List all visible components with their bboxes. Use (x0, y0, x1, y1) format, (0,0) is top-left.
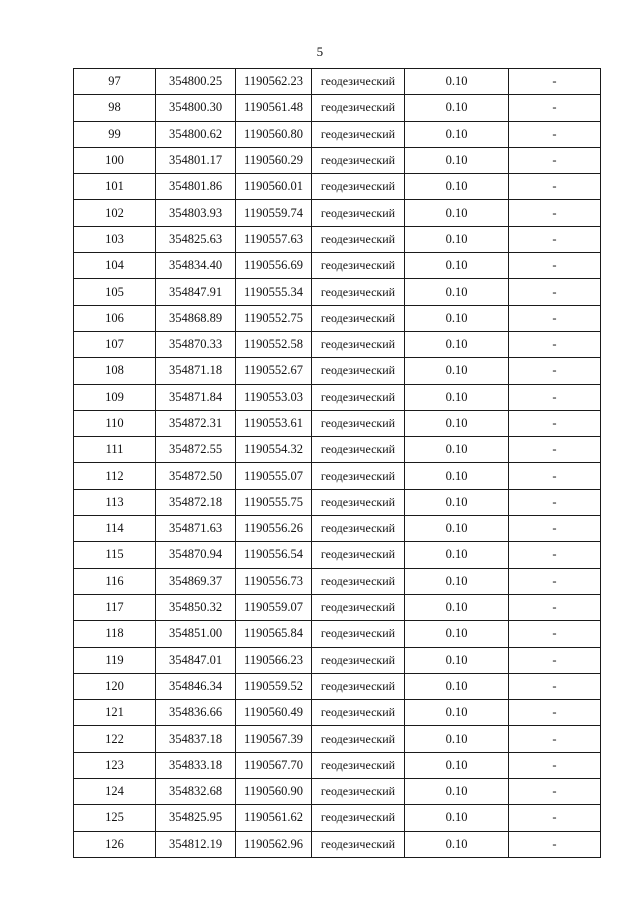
accuracy-cell: 0.10 (405, 752, 509, 778)
table-row (74, 147, 601, 173)
x-coordinate-cell: 354872.18 (156, 489, 236, 515)
table-row (74, 331, 601, 357)
x-coordinate-cell: 354847.91 (156, 279, 236, 305)
table-row (74, 726, 601, 752)
x-coordinate-cell: 354872.50 (156, 463, 236, 489)
point-number-cell: 113 (74, 489, 156, 515)
method-cell: геодезический (312, 542, 405, 568)
point-number-cell: 102 (74, 200, 156, 226)
table-row (74, 226, 601, 252)
y-coordinate-cell: 1190556.54 (236, 542, 312, 568)
accuracy-cell: 0.10 (405, 279, 509, 305)
table-row (74, 437, 601, 463)
table-row (74, 69, 601, 95)
method-cell: геодезический (312, 805, 405, 831)
y-coordinate-cell: 1190555.75 (236, 489, 312, 515)
x-coordinate-cell: 354872.55 (156, 437, 236, 463)
method-cell: геодезический (312, 200, 405, 226)
point-number-cell: 112 (74, 463, 156, 489)
method-cell: геодезический (312, 489, 405, 515)
coordinates-table-body (74, 69, 601, 858)
accuracy-cell: 0.10 (405, 463, 509, 489)
method-cell: геодезический (312, 594, 405, 620)
y-coordinate-cell: 1190560.29 (236, 147, 312, 173)
accuracy-cell: 0.10 (405, 174, 509, 200)
accuracy-cell: 0.10 (405, 305, 509, 331)
table-row (74, 358, 601, 384)
method-cell: геодезический (312, 700, 405, 726)
note-cell: - (509, 805, 601, 831)
x-coordinate-cell: 354834.40 (156, 253, 236, 279)
table-row (74, 621, 601, 647)
x-coordinate-cell: 354836.66 (156, 700, 236, 726)
y-coordinate-cell: 1190560.49 (236, 700, 312, 726)
table-row (74, 410, 601, 436)
x-coordinate-cell: 354869.37 (156, 568, 236, 594)
point-number-cell: 118 (74, 621, 156, 647)
point-number-cell: 104 (74, 253, 156, 279)
accuracy-cell: 0.10 (405, 700, 509, 726)
point-number-cell: 125 (74, 805, 156, 831)
table-row (74, 516, 601, 542)
note-cell: - (509, 568, 601, 594)
accuracy-cell: 0.10 (405, 358, 509, 384)
y-coordinate-cell: 1190559.74 (236, 200, 312, 226)
method-cell: геодезический (312, 174, 405, 200)
point-number-cell: 119 (74, 647, 156, 673)
x-coordinate-cell: 354812.19 (156, 831, 236, 857)
y-coordinate-cell: 1190553.61 (236, 410, 312, 436)
y-coordinate-cell: 1190559.52 (236, 673, 312, 699)
page-number: 5 (316, 44, 324, 59)
x-coordinate-cell: 354870.94 (156, 542, 236, 568)
y-coordinate-cell: 1190556.69 (236, 253, 312, 279)
accuracy-cell: 0.10 (405, 437, 509, 463)
table-row (74, 700, 601, 726)
method-cell: геодезический (312, 331, 405, 357)
accuracy-cell: 0.10 (405, 831, 509, 857)
x-coordinate-cell: 354800.30 (156, 95, 236, 121)
method-cell: геодезический (312, 279, 405, 305)
x-coordinate-cell: 354868.89 (156, 305, 236, 331)
method-cell: геодезический (312, 463, 405, 489)
method-cell: геодезический (312, 673, 405, 699)
note-cell: - (509, 673, 601, 699)
table-row (74, 594, 601, 620)
note-cell: - (509, 69, 601, 95)
x-coordinate-cell: 354800.25 (156, 69, 236, 95)
method-cell: геодезический (312, 69, 405, 95)
table-row (74, 121, 601, 147)
note-cell: - (509, 358, 601, 384)
table-row (74, 279, 601, 305)
x-coordinate-cell: 354871.63 (156, 516, 236, 542)
method-cell: геодезический (312, 95, 405, 121)
method-cell: геодезический (312, 253, 405, 279)
accuracy-cell: 0.10 (405, 226, 509, 252)
y-coordinate-cell: 1190560.01 (236, 174, 312, 200)
point-number-cell: 111 (74, 437, 156, 463)
y-coordinate-cell: 1190553.03 (236, 384, 312, 410)
method-cell: геодезический (312, 516, 405, 542)
point-number-cell: 105 (74, 279, 156, 305)
point-number-cell: 108 (74, 358, 156, 384)
y-coordinate-cell: 1190556.26 (236, 516, 312, 542)
accuracy-cell: 0.10 (405, 542, 509, 568)
table-row (74, 568, 601, 594)
method-cell: геодезический (312, 726, 405, 752)
x-coordinate-cell: 354800.62 (156, 121, 236, 147)
table-row (74, 673, 601, 699)
note-cell: - (509, 437, 601, 463)
method-cell: геодезический (312, 568, 405, 594)
method-cell: геодезический (312, 121, 405, 147)
y-coordinate-cell: 1190557.63 (236, 226, 312, 252)
note-cell: - (509, 647, 601, 673)
accuracy-cell: 0.10 (405, 568, 509, 594)
y-coordinate-cell: 1190562.23 (236, 69, 312, 95)
x-coordinate-cell: 354872.31 (156, 410, 236, 436)
table-row (74, 95, 601, 121)
method-cell: геодезический (312, 831, 405, 857)
table-row (74, 831, 601, 857)
table-row (74, 752, 601, 778)
y-coordinate-cell: 1190562.96 (236, 831, 312, 857)
point-number-cell: 121 (74, 700, 156, 726)
table-row (74, 463, 601, 489)
x-coordinate-cell: 354847.01 (156, 647, 236, 673)
note-cell: - (509, 621, 601, 647)
method-cell: геодезический (312, 779, 405, 805)
y-coordinate-cell: 1190561.62 (236, 805, 312, 831)
accuracy-cell: 0.10 (405, 410, 509, 436)
y-coordinate-cell: 1190555.07 (236, 463, 312, 489)
note-cell: - (509, 516, 601, 542)
accuracy-cell: 0.10 (405, 779, 509, 805)
x-coordinate-cell: 354870.33 (156, 331, 236, 357)
accuracy-cell: 0.10 (405, 489, 509, 515)
accuracy-cell: 0.10 (405, 331, 509, 357)
point-number-cell: 99 (74, 121, 156, 147)
accuracy-cell: 0.10 (405, 621, 509, 647)
note-cell: - (509, 121, 601, 147)
note-cell: - (509, 226, 601, 252)
method-cell: геодезический (312, 384, 405, 410)
method-cell: геодезический (312, 226, 405, 252)
note-cell: - (509, 700, 601, 726)
y-coordinate-cell: 1190565.84 (236, 621, 312, 647)
point-number-cell: 107 (74, 331, 156, 357)
note-cell: - (509, 542, 601, 568)
point-number-cell: 122 (74, 726, 156, 752)
note-cell: - (509, 95, 601, 121)
y-coordinate-cell: 1190556.73 (236, 568, 312, 594)
accuracy-cell: 0.10 (405, 647, 509, 673)
table-row (74, 542, 601, 568)
y-coordinate-cell: 1190566.23 (236, 647, 312, 673)
table-row (74, 805, 601, 831)
note-cell: - (509, 305, 601, 331)
x-coordinate-cell: 354832.68 (156, 779, 236, 805)
point-number-cell: 123 (74, 752, 156, 778)
accuracy-cell: 0.10 (405, 147, 509, 173)
table-row (74, 384, 601, 410)
method-cell: геодезический (312, 647, 405, 673)
point-number-cell: 98 (74, 95, 156, 121)
note-cell: - (509, 831, 601, 857)
x-coordinate-cell: 354825.95 (156, 805, 236, 831)
x-coordinate-cell: 354871.18 (156, 358, 236, 384)
y-coordinate-cell: 1190559.07 (236, 594, 312, 620)
accuracy-cell: 0.10 (405, 95, 509, 121)
point-number-cell: 114 (74, 516, 156, 542)
table-row (74, 174, 601, 200)
y-coordinate-cell: 1190552.58 (236, 331, 312, 357)
point-number-cell: 97 (74, 69, 156, 95)
x-coordinate-cell: 354837.18 (156, 726, 236, 752)
point-number-cell: 124 (74, 779, 156, 805)
note-cell: - (509, 752, 601, 778)
note-cell: - (509, 279, 601, 305)
y-coordinate-cell: 1190561.48 (236, 95, 312, 121)
point-number-cell: 116 (74, 568, 156, 594)
point-number-cell: 110 (74, 410, 156, 436)
accuracy-cell: 0.10 (405, 384, 509, 410)
method-cell: геодезический (312, 621, 405, 647)
note-cell: - (509, 253, 601, 279)
x-coordinate-cell: 354825.63 (156, 226, 236, 252)
y-coordinate-cell: 1190552.67 (236, 358, 312, 384)
note-cell: - (509, 726, 601, 752)
accuracy-cell: 0.10 (405, 673, 509, 699)
coordinates-table (73, 68, 601, 858)
point-number-cell: 100 (74, 147, 156, 173)
note-cell: - (509, 594, 601, 620)
x-coordinate-cell: 354850.32 (156, 594, 236, 620)
y-coordinate-cell: 1190552.75 (236, 305, 312, 331)
x-coordinate-cell: 354846.34 (156, 673, 236, 699)
x-coordinate-cell: 354871.84 (156, 384, 236, 410)
table-row (74, 253, 601, 279)
note-cell: - (509, 489, 601, 515)
y-coordinate-cell: 1190555.34 (236, 279, 312, 305)
note-cell: - (509, 384, 601, 410)
point-number-cell: 101 (74, 174, 156, 200)
point-number-cell: 126 (74, 831, 156, 857)
x-coordinate-cell: 354801.17 (156, 147, 236, 173)
x-coordinate-cell: 354833.18 (156, 752, 236, 778)
table-row (74, 305, 601, 331)
note-cell: - (509, 779, 601, 805)
table-row (74, 779, 601, 805)
accuracy-cell: 0.10 (405, 805, 509, 831)
y-coordinate-cell: 1190567.39 (236, 726, 312, 752)
note-cell: - (509, 147, 601, 173)
point-number-cell: 106 (74, 305, 156, 331)
note-cell: - (509, 410, 601, 436)
method-cell: геодезический (312, 752, 405, 778)
accuracy-cell: 0.10 (405, 594, 509, 620)
accuracy-cell: 0.10 (405, 69, 509, 95)
method-cell: геодезический (312, 358, 405, 384)
table-row (74, 489, 601, 515)
x-coordinate-cell: 354851.00 (156, 621, 236, 647)
point-number-cell: 117 (74, 594, 156, 620)
x-coordinate-cell: 354801.86 (156, 174, 236, 200)
method-cell: геодезический (312, 437, 405, 463)
y-coordinate-cell: 1190567.70 (236, 752, 312, 778)
y-coordinate-cell: 1190554.32 (236, 437, 312, 463)
note-cell: - (509, 174, 601, 200)
note-cell: - (509, 331, 601, 357)
accuracy-cell: 0.10 (405, 726, 509, 752)
point-number-cell: 103 (74, 226, 156, 252)
table-row (74, 200, 601, 226)
y-coordinate-cell: 1190560.90 (236, 779, 312, 805)
accuracy-cell: 0.10 (405, 253, 509, 279)
y-coordinate-cell: 1190560.80 (236, 121, 312, 147)
table-row (74, 647, 601, 673)
accuracy-cell: 0.10 (405, 121, 509, 147)
method-cell: геодезический (312, 410, 405, 436)
point-number-cell: 109 (74, 384, 156, 410)
accuracy-cell: 0.10 (405, 516, 509, 542)
method-cell: геодезический (312, 305, 405, 331)
x-coordinate-cell: 354803.93 (156, 200, 236, 226)
point-number-cell: 115 (74, 542, 156, 568)
accuracy-cell: 0.10 (405, 200, 509, 226)
note-cell: - (509, 200, 601, 226)
note-cell: - (509, 463, 601, 489)
point-number-cell: 120 (74, 673, 156, 699)
method-cell: геодезический (312, 147, 405, 173)
